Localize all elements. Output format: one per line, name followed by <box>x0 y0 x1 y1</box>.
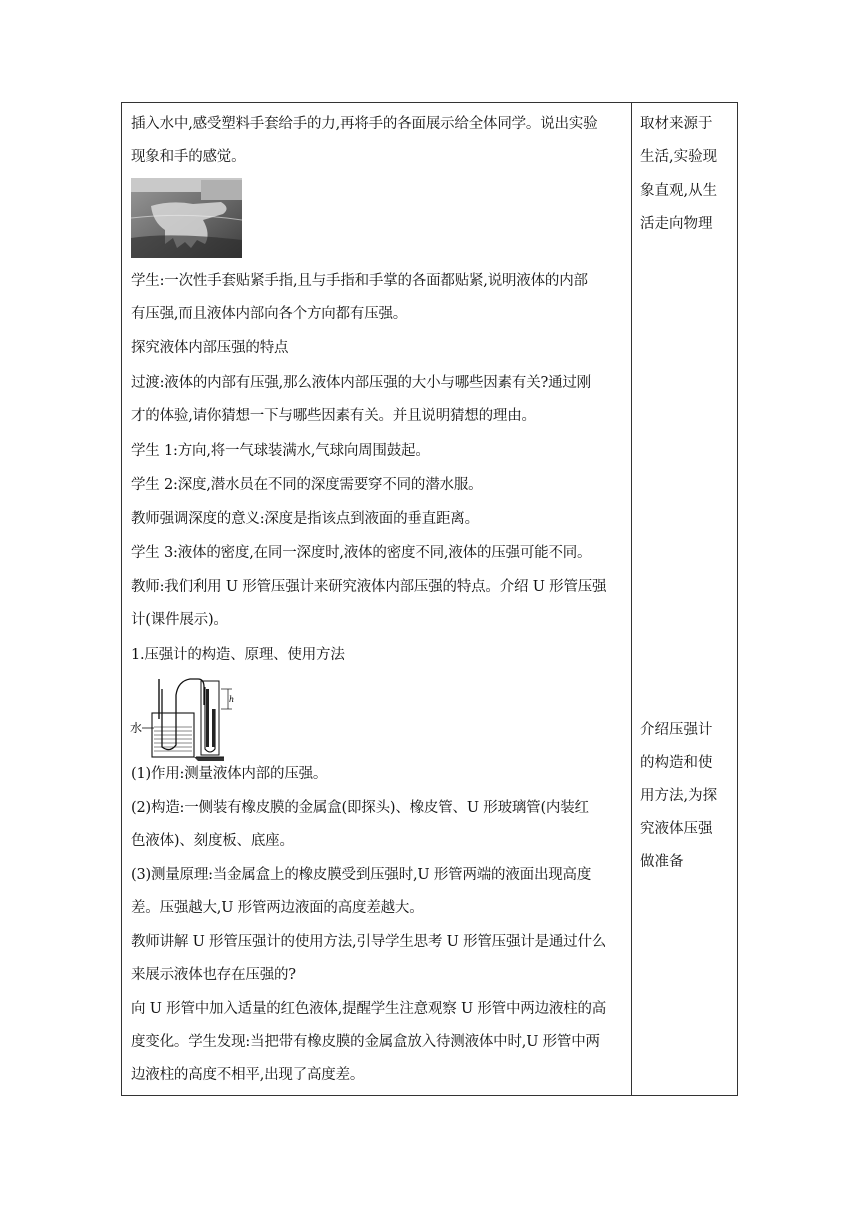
text-line: 教师强调深度的意义:深度是指该点到液面的垂直距离。 <box>131 511 479 527</box>
text-line: 学生 3:液体的密度,在同一深度时,液体的密度不同,液体的压强可能不同。 <box>131 545 592 561</box>
text-line: 有压强,而且液体内部向各个方向都有压强。 <box>131 306 408 322</box>
text-line: (1)作用:测量液体内部的压强。 <box>131 766 328 782</box>
glove-experiment-photo <box>131 178 242 258</box>
note-line: 象直观,从生 <box>640 183 718 199</box>
design-intent-column <box>632 103 737 1095</box>
text-line: 学生 2:深度,潜水员在不同的深度需要穿不同的潜水服。 <box>131 477 483 493</box>
text-line: 才的体验,请你猜想一下与哪些因素有关。并且说明猜想的理由。 <box>131 408 536 424</box>
note-line: 用方法,为探 <box>640 788 718 804</box>
text-line: 现象和手的感觉。 <box>131 149 246 165</box>
note-line: 介绍压强计 <box>640 722 713 738</box>
text-line: 教师:我们利用 U 形管压强计来研究液体内部压强的特点。介绍 U 形管压强 <box>131 579 607 595</box>
text-line: 学生 1:方向,将一气球装满水,气球向周围鼓起。 <box>131 443 430 459</box>
text-line: (3)测量原理:当金属盒上的橡皮膜受到压强时,U 形管两端的液面出现高度 <box>131 867 592 883</box>
text-line: 色液体)、刻度板、底座。 <box>131 833 294 849</box>
note-line: 做准备 <box>640 854 684 870</box>
text-line: 向 U 形管中加入适量的红色液体,提醒学生注意观察 U 形管中两边液柱的高 <box>131 1001 607 1017</box>
text-line: 差。压强越大,U 形管两边液面的高度差越大。 <box>131 900 424 916</box>
text-line: 教师讲解 U 形管压强计的使用方法,引导学生思考 U 形管压强计是通过什么 <box>131 934 607 950</box>
section-heading: 探究液体内部压强的特点 <box>131 340 289 356</box>
text-line: 1.压强计的构造、原理、使用方法 <box>131 647 345 663</box>
lesson-plan-table <box>121 102 738 1096</box>
text-line: 学生:一次性手套贴紧手指,且与手指和手掌的各面都贴紧,说明液体的内部 <box>131 273 588 289</box>
text-line: 度变化。学生发现:当把带有橡皮膜的金属盒放入待测液体中时,U 形管中两 <box>131 1034 600 1050</box>
height-label: h <box>229 695 235 704</box>
text-line: 计(课件展示)。 <box>131 612 228 628</box>
teaching-process-column <box>122 103 631 1095</box>
note-line: 取材来源于 <box>640 116 713 132</box>
water-label: 水 <box>130 721 143 735</box>
text-line: 来展示液体也存在压强的? <box>131 967 296 983</box>
text-line: 插入水中,感受塑料手套给手的力,再将手的各面展示给全体同学。说出实验 <box>131 116 598 132</box>
note-line: 究液体压强 <box>640 821 713 837</box>
text-line: (2)构造:一侧装有橡皮膜的金属盒(即探头)、橡皮管、U 形玻璃管(内装红 <box>131 800 589 816</box>
text-line: 边液柱的高度不相平,出现了高度差。 <box>131 1067 365 1083</box>
note-line: 的构造和使 <box>640 755 713 771</box>
note-line: 生活,实验现 <box>640 149 718 165</box>
text-line: 过渡:液体的内部有压强,那么液体内部压强的大小与哪些因素有关?通过刚 <box>131 375 591 391</box>
note-line: 活走向物理 <box>640 216 713 232</box>
u-tube-manometer-diagram <box>128 675 238 765</box>
